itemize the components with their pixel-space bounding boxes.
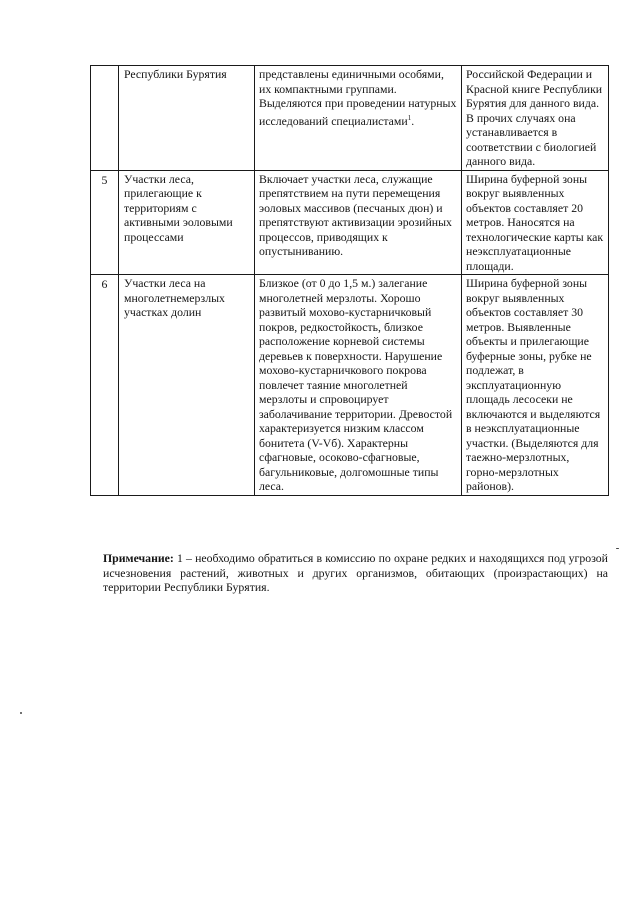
table-row: [91, 170, 609, 275]
zone-category: Участки леса на многолетнемерзлых участках долин: [119, 275, 255, 496]
footnote-mark: 1: [407, 113, 412, 122]
description-tail: .: [411, 113, 415, 128]
description-text: представлены единичными особями, их компактными группами. Выделяются при проведении натурных исследований специалистами: [259, 67, 457, 128]
note-text: 1 – необходимо обратиться в комиссию по охране редких и находящихся под угрозой исчезновения растений, животных и других организмов, обитающих (произрастающих) на территории Республики Бурятия.: [103, 551, 608, 594]
zone-measures: Российской Федерации и Красной книге Республики Бурятия для данного вида. В прочих случаях она устанавливается в соответствии с биологией данного вида.: [462, 66, 609, 171]
scan-speck: [20, 712, 22, 714]
row-number: 6: [91, 275, 119, 496]
zone-description: [255, 66, 462, 171]
row-number: [91, 66, 119, 171]
scan-speck: [616, 548, 619, 549]
table-row: [91, 66, 609, 171]
zone-measures: Ширина буферной зоны вокруг выявленных объектов составляет 20 метров. Наносятся на технологические карты как неэксплуатационные площади.: [462, 170, 609, 275]
zone-measures: Ширина буферной зоны вокруг выявленных объектов составляет 30 метров. Выявленные объекты и прилегающие буферные зоны, рубке не подлежат, в эксплуатационную площадь лесосеки не включаются и выделяются в неэксплуатационные участки. (Выделяются для таежно-мерзлотных, горно-мерзлотных районов).: [462, 275, 609, 496]
table-row: [91, 275, 609, 496]
zone-description: Близкое (от 0 до 1,5 м.) залегание многолетней мерзлоты. Хорошо развитый мохово-кустарничковый покров, редкостойкость, близкое расположение корневой системы деревьев к поверхности. Нарушение мохово-кустарничкового покрова повлечет таяние многолетней мерзлоты и спровоцирует заболачивание территории. Древостой характеризуется низким классом бонитета (V-Vб). Характерны сфагновые, осоково-сфагновые, багульниковые, долгомошные типы леса.: [255, 275, 462, 496]
zone-description: Включает участки леса, служащие препятствием на пути перемещения эоловых массивов (песчаных дюн) и препятствуют активизации эрозийных процессов, приводящих к опустыниванию.: [255, 170, 462, 275]
zone-category: Республики Бурятия: [119, 66, 255, 171]
note-label: Примечание:: [103, 551, 174, 565]
zone-category: Участки леса, прилегающие к территориям с активными эоловыми процессами: [119, 170, 255, 275]
forest-zones-table: [90, 65, 609, 496]
footnote-note: [103, 551, 608, 595]
row-number: 5: [91, 170, 119, 275]
